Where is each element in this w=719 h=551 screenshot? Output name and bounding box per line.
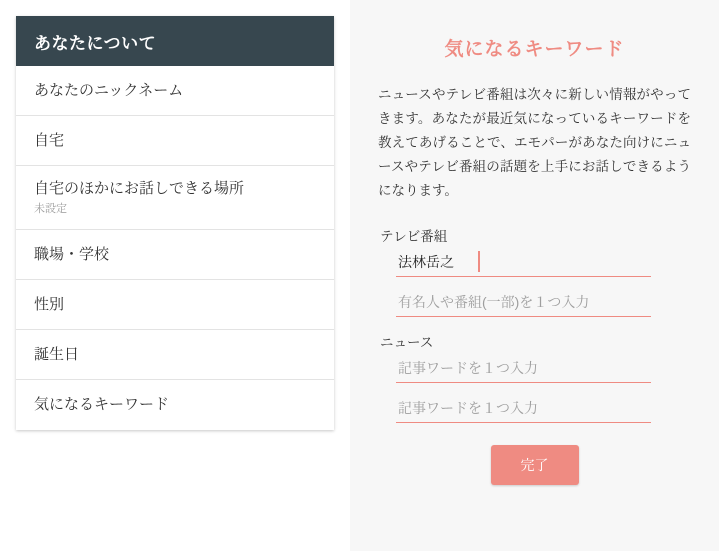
tv-keyword-input-2[interactable] (396, 291, 651, 317)
keyword-form (350, 0, 719, 485)
submit-area (378, 445, 691, 485)
list-item-nickname[interactable] (16, 66, 334, 116)
list-item-label: 自宅のほかにお話しできる場所 (34, 179, 245, 197)
done-button[interactable]: 完了 (491, 445, 579, 485)
list-item-home[interactable] (16, 116, 334, 166)
tv-field-row-1 (396, 251, 691, 277)
list-item-other-place[interactable] (16, 166, 334, 230)
news-keyword-input-2[interactable] (396, 397, 651, 423)
list-item-gender[interactable] (16, 280, 334, 330)
list-item-label: 誕生日 (34, 345, 80, 363)
right-panel (350, 0, 719, 551)
news-field-row-1 (396, 357, 691, 383)
about-you-header: あなたについて (16, 16, 334, 66)
group-label-tv: テレビ番組 (380, 229, 448, 244)
news-field-row-2 (396, 397, 691, 423)
news-keyword-input-1[interactable] (396, 357, 651, 383)
about-you-card (16, 16, 334, 430)
list-item-birthday[interactable] (16, 330, 334, 380)
list-item-work-school[interactable] (16, 230, 334, 280)
group-label-news: ニュース (380, 335, 434, 350)
left-panel (0, 0, 350, 551)
description-text: ニュースやテレビ番組は次々に新しい情報がやってきます。あなたが最近気になっているキーワードを教えてあげることで、エモパーがあなた向けにニュースやテレビ番組の話題を上手にお話しできるようになります。 (378, 87, 691, 198)
group-news (378, 331, 691, 423)
list-item-keywords[interactable] (16, 380, 334, 430)
list-item-label: 自宅 (34, 131, 65, 149)
list-item-label: 性別 (34, 295, 65, 313)
list-item-label: 職場・学校 (34, 245, 110, 263)
group-tv-program (378, 225, 691, 317)
list-item-label: 気になるキーワード (34, 396, 170, 413)
tv-field-row-2 (396, 291, 691, 317)
text-caret (478, 251, 480, 272)
list-item-sublabel: 未設定 (34, 202, 67, 215)
list-item-label: あなたのニックネーム (34, 81, 184, 99)
page-title: 気になるキーワード (444, 39, 625, 60)
tv-keyword-input-1[interactable] (396, 251, 651, 277)
